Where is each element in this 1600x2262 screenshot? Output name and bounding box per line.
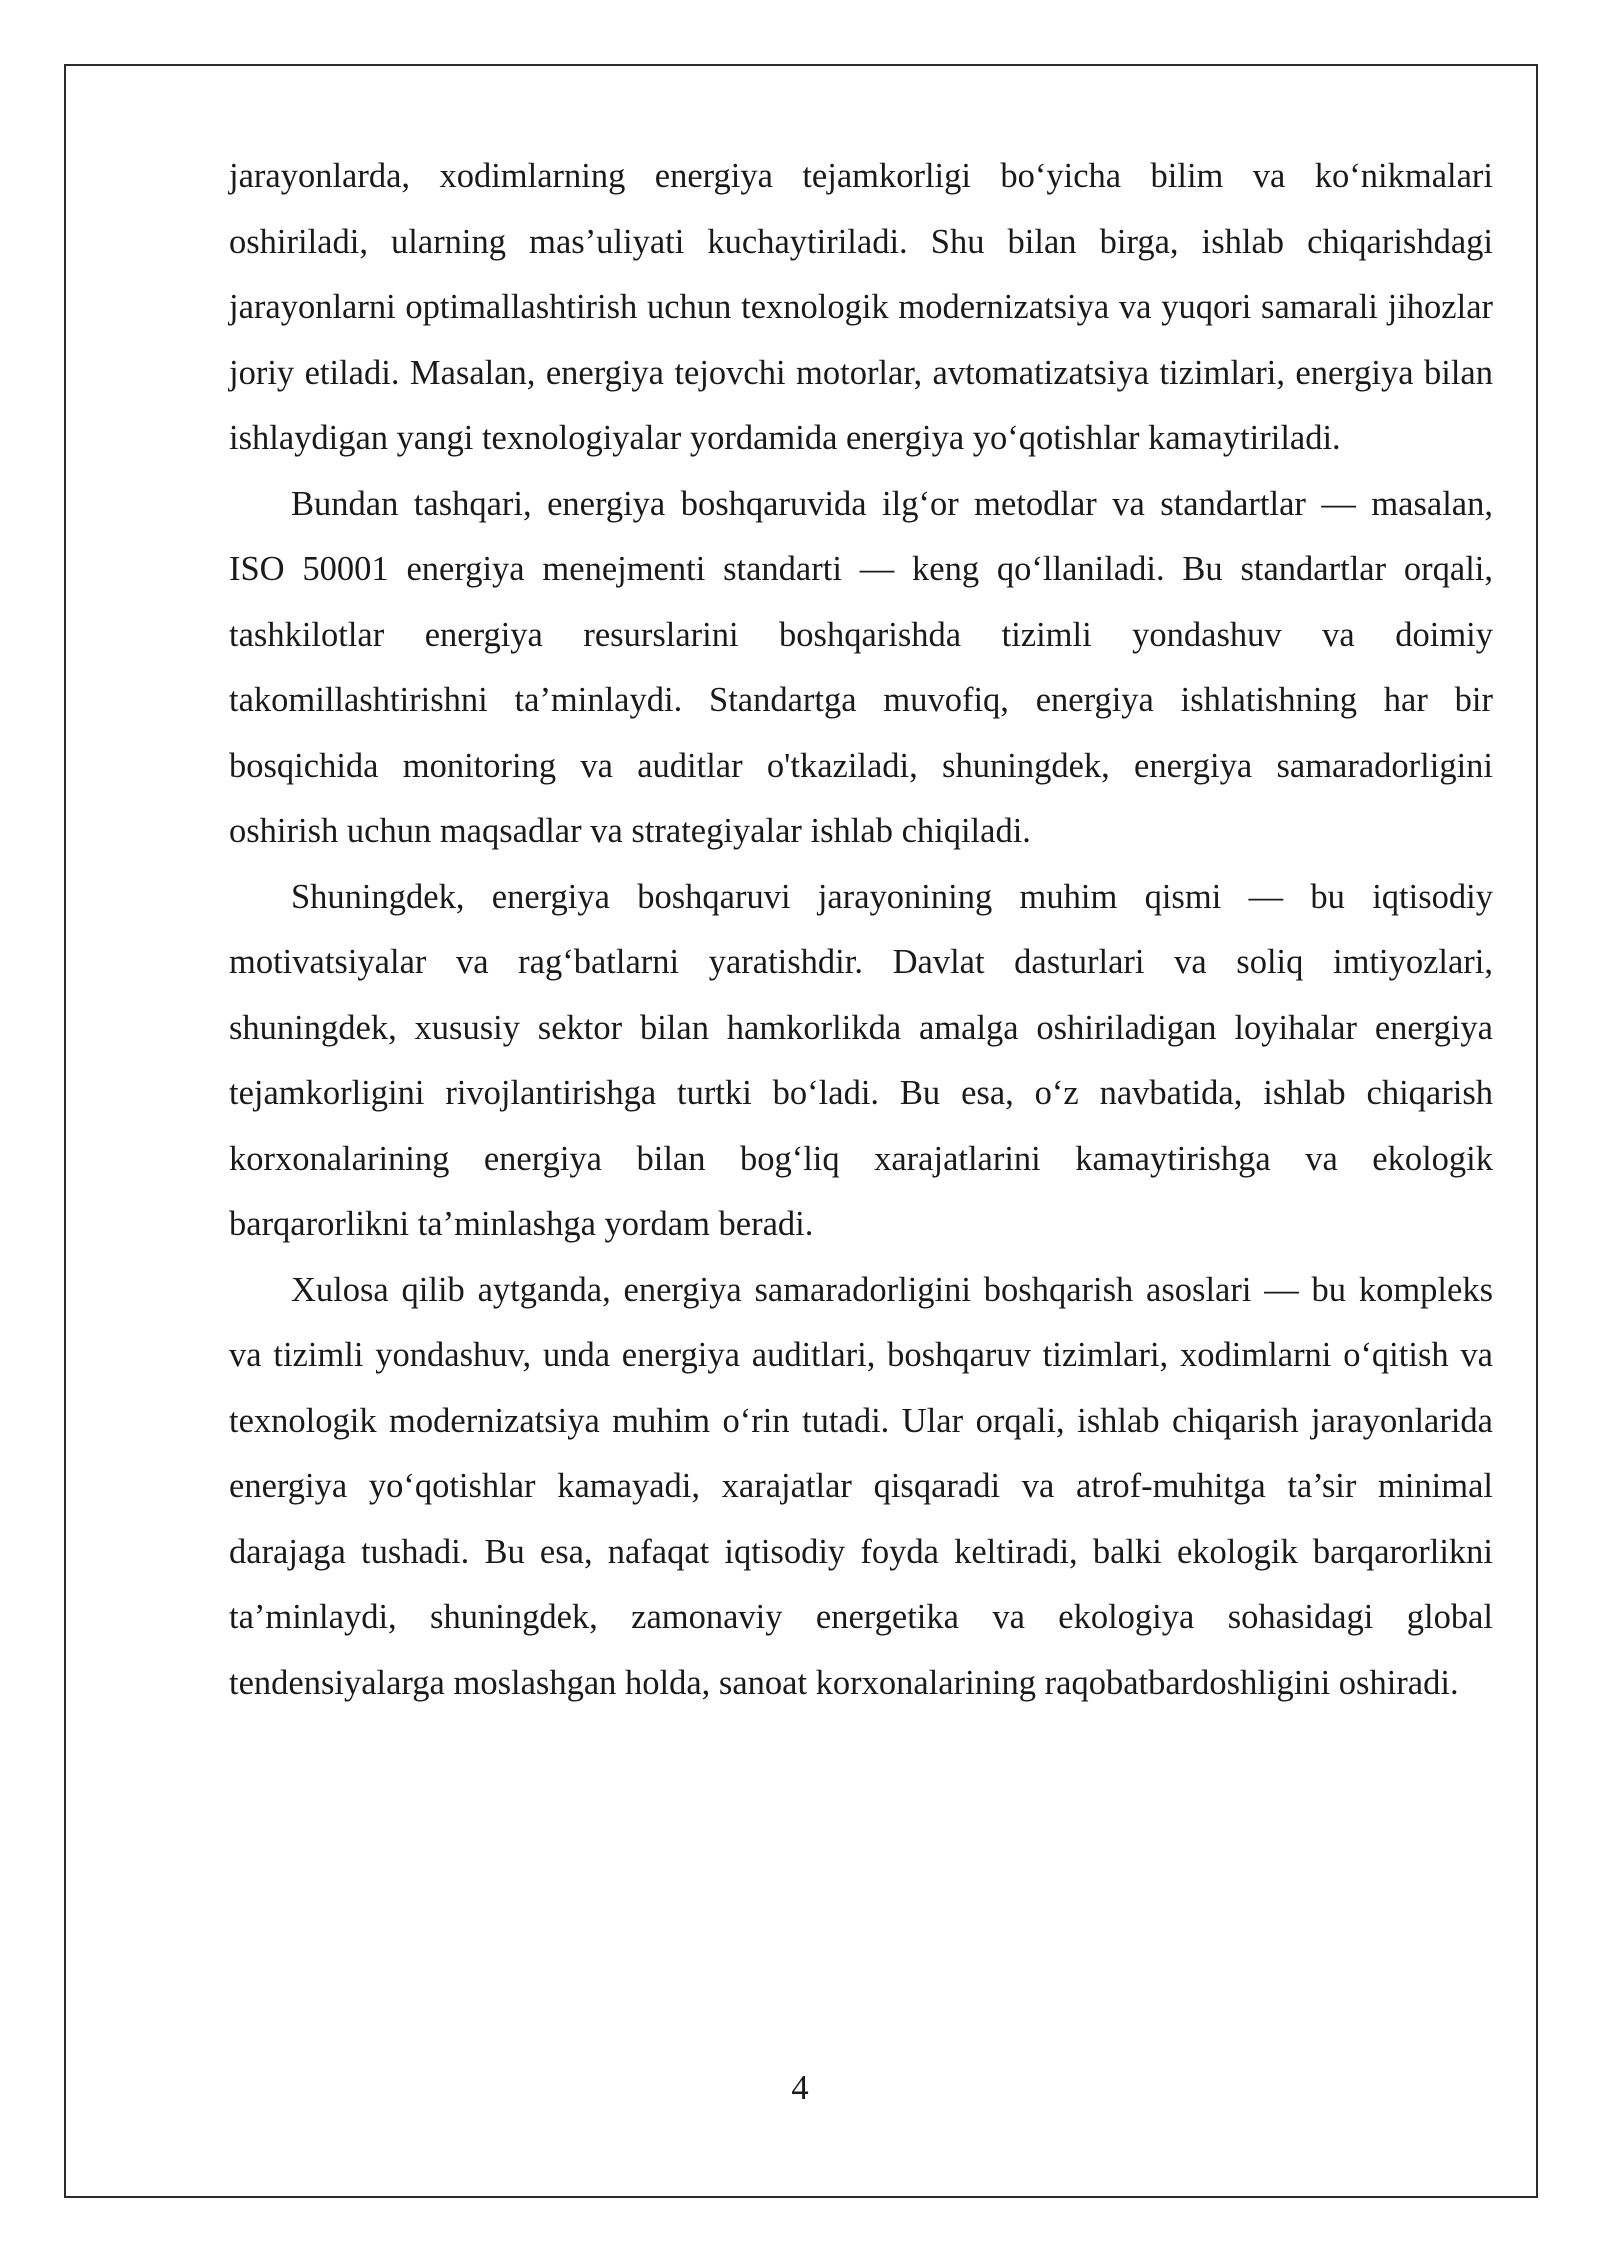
page-number: 4 [791,2069,809,2107]
paragraph-conclusion: Xulosa qilib aytganda, energiya samaradorligini boshqarish asoslari — bu kompleks va tizimli yondashuv, unda energiya auditlari, boshqaruv tizimlari, xodimlarni o‘qitish va texnologik modernizatsiya muhim o‘rin tutadi. Ular orqali, ishlab chiqarish jarayonlarida energiya yo‘qotishlar kamayadi, xarajatlar qisqaradi va atrof-muhitga ta’sir minimal darajaga tushadi. Bu esa, nafaqat iqtisodiy foyda keltiradi, balki ekologik barqarorlikni ta’minlaydi, shuningdek, zamonaviy energetika va ekologiya sohasidagi global tendensiyalarga moslashgan holda, sanoat korxonalarining raqobatbardoshligini oshiradi. [229,1270,1493,1702]
paragraph-continuation: jarayonlarda, xodimlarning energiya tejamkorligi bo‘yicha bilim va ko‘nikmalari oshiriladi, ularning mas’uliyati kuchaytiriladi. Shu bilan birga, ishlab chiqarishdagi jarayonlarni optimallashtirish uchun texnologik modernizatsiya va yuqori samarali jihozlar joriy etiladi. Masalan, energiya tejovchi motorlar, avtomatizatsiya tizimlari, energiya bilan ishlaydigan yangi texnologiyalar yordamida energiya yo‘qotishlar kamaytiriladi. [229,157,1493,457]
paragraph-iso-standards: Bundan tashqari, energiya boshqaruvida ilg‘or metodlar va standartlar — masalan, ISO 50001 energiya menejmenti standarti — keng qo‘llaniladi. Bu standartlar orqali, tashkilotlar energiya resurslarini boshqarishda tizimli yondashuv va doimiy takomillashtirishni ta’minlaydi. Standartga muvofiq, energiya ishlatishning har bir bosqichida monitoring va auditlar o'tkaziladi, shuningdek, energiya samaradorligini oshirish uchun maqsadlar va strategiyalar ishlab chiqiladi. [229,484,1493,850]
body-text [229,144,1493,1716]
paragraph-economic-motivation: Shuningdek, energiya boshqaruvi jarayonining muhim qismi — bu iqtisodiy motivatsiyalar va rag‘batlarni yaratishdir. Davlat dasturlari va soliq imtiyozlari, shuningdek, xususiy sektor bilan hamkorlikda amalga oshiriladigan loyihalar energiya tejamkorligini rivojlantirishga turtki bo‘ladi. Bu esa, o‘z navbatida, ishlab chiqarish korxonalarining energiya bilan bog‘liq xarajatlarini kamaytirishga va ekologik barqarorlikni ta’minlashga yordam beradi. [229,877,1493,1243]
